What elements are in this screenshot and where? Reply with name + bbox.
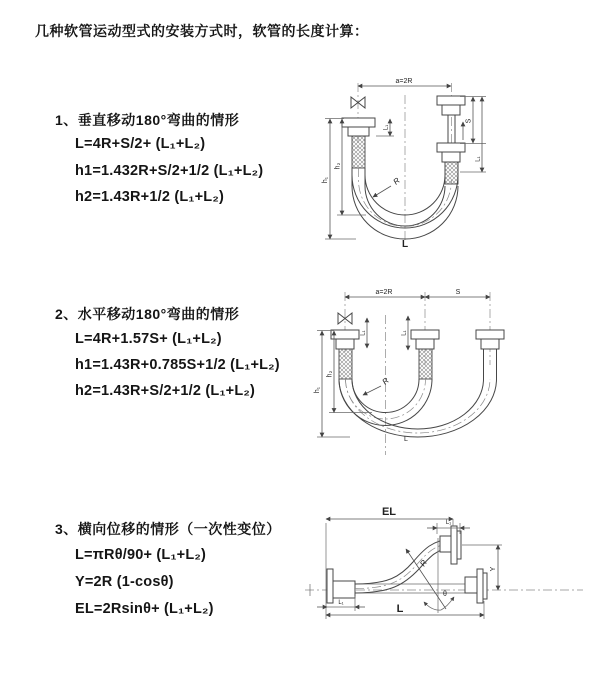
length-label: L (401, 239, 409, 250)
displaced-hose (355, 526, 461, 593)
dimensions (314, 316, 408, 443)
formula-line: h1=1.432R+S/2+1/2 (L₁+L₂) (75, 163, 264, 179)
top-dimensions (345, 289, 490, 297)
section-3-heading: 3、横向位移的情形（一次性变位） (55, 521, 281, 537)
radius-label: R (418, 558, 429, 569)
dim-label-l1-left: L₁ (360, 330, 367, 336)
angle-label: θ (443, 591, 447, 598)
flange (327, 569, 333, 603)
dim-label-el: EL (381, 506, 397, 518)
flange (411, 330, 439, 339)
formula-line: L=4R+S/2+ (L₁+L₂) (75, 136, 206, 152)
dim-label-h2: h₂ (326, 370, 334, 378)
dimensions (317, 506, 502, 619)
length-label: L (396, 603, 404, 615)
dim-label-l1-mid: L₁ (401, 330, 408, 336)
dim-label-l1-right: L₁ (475, 156, 482, 162)
dim-label-a-2r: a=2R (375, 289, 393, 296)
formula-line: h2=1.43R+1/2 (L₁+L₂) (75, 189, 225, 205)
dim-label-l1-left: L₁ (383, 124, 390, 131)
flange (451, 526, 457, 564)
braided-hose-section (419, 349, 432, 379)
flange (477, 569, 483, 603)
radius-label: R (380, 375, 391, 387)
flange (331, 330, 359, 339)
hose-u-bends (339, 379, 497, 437)
formula-line: L=4R+1.57S+ (L₁+L₂) (75, 331, 222, 347)
dim-label-l1-top: L₁ (445, 520, 452, 526)
formula-line: EL=2Rsinθ+ (L₁+L₂) (75, 601, 214, 617)
radius-label: R (391, 175, 402, 187)
right-pipe-assembly (476, 330, 504, 379)
flange (476, 330, 504, 339)
diagram-horizontal-180-bend (305, 283, 540, 463)
section-2-heading: 2、水平移动180°弯曲的情形 (55, 306, 240, 322)
dim-label-h2: h₂ (334, 162, 342, 170)
dim-label-s: S (455, 289, 461, 296)
dim-label-a-2r: a=2R (395, 78, 413, 85)
original-position-pipe (355, 569, 487, 603)
flange (437, 143, 465, 152)
middle-pipe-assembly (411, 330, 439, 379)
left-flange-assembly (327, 569, 355, 603)
page-title: 几种软管运动型式的安装方式时，软管的长度计算： (35, 23, 369, 39)
left-pipe-assembly (342, 97, 375, 168)
formula-line: h2=1.43R+S/2+1/2 (L₁+L₂) (75, 383, 256, 399)
flange (437, 96, 465, 105)
dim-label-y: Y (490, 566, 497, 572)
diagram-vertical-180-bend (320, 75, 535, 255)
formula-line: Y=2R (1-cosθ) (75, 574, 174, 590)
formula-line: L=πRθ/90+ (L₁+L₂) (75, 547, 207, 563)
braided-hose-section (352, 136, 365, 168)
flange (342, 118, 375, 127)
dim-label-h1: h₁ (314, 386, 321, 394)
length-label: L (404, 436, 408, 443)
diagram-lateral-displacement (300, 503, 600, 628)
dim-label-s: S (465, 118, 473, 124)
dim-label-h1: h₁ (322, 176, 329, 184)
dim-label-l1-left: L₁ (338, 600, 344, 606)
formula-line: h1=1.43R+0.785S+1/2 (L₁+L₂) (75, 357, 280, 373)
right-pipe-assembly (437, 96, 465, 184)
braided-hose-section (339, 349, 352, 379)
section-1-heading: 1、垂直移动180°弯曲的情形 (55, 112, 240, 128)
